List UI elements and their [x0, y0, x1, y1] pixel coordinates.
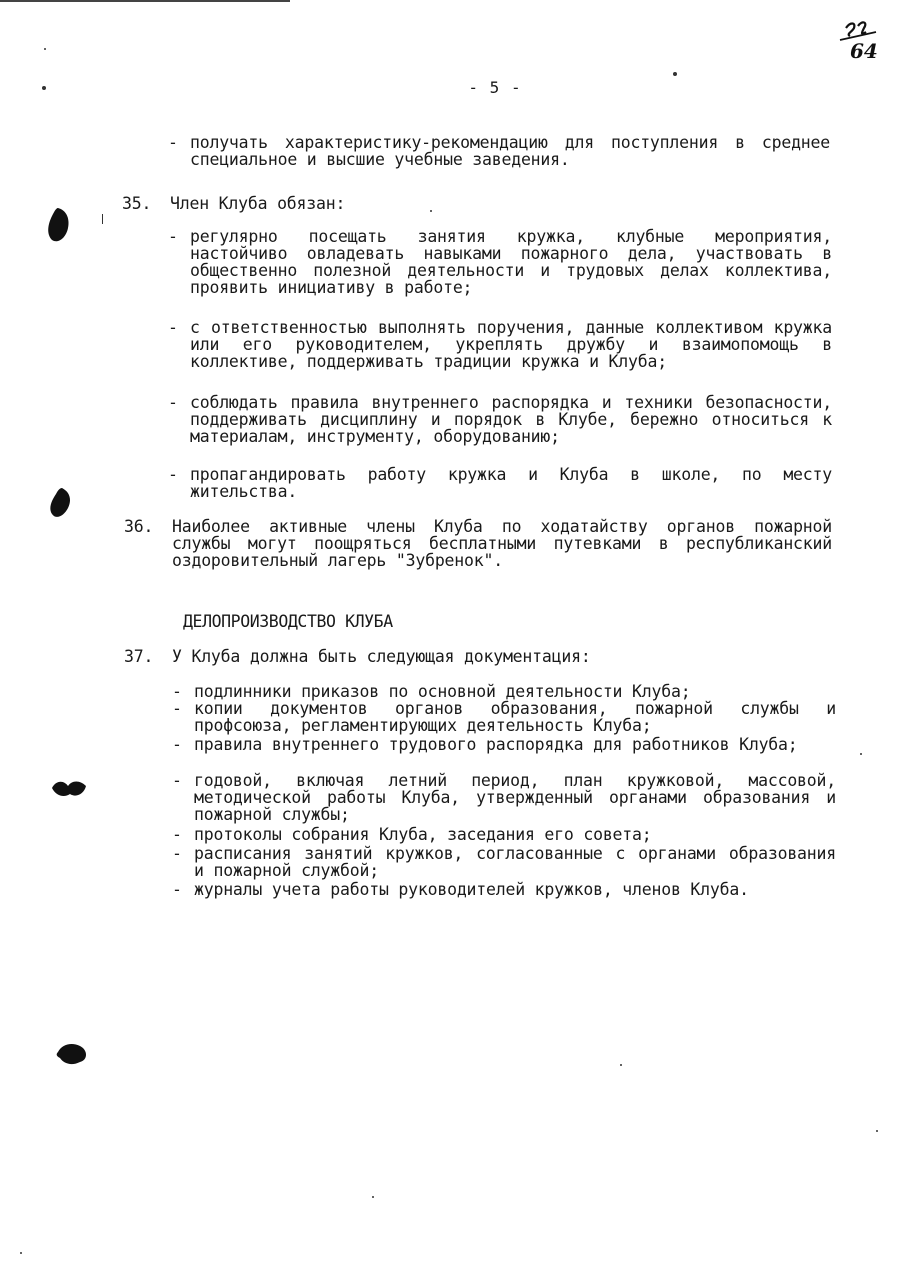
list-dash: - [172, 844, 182, 863]
list-item-text: пропагандировать работу кружка и Клуба в школе, по месту жительства. [190, 465, 832, 501]
clause-37-item-3 [172, 735, 836, 754]
clause-37-item-1 [172, 682, 836, 701]
list-dash: - [172, 880, 182, 899]
section-heading: ДЕЛОПРОИЗВОДСТВО КЛУБА [183, 612, 393, 631]
ink-blot [54, 1040, 90, 1068]
list-dash: - [168, 318, 178, 337]
ink-blot [44, 206, 74, 246]
list-item-text: правила внутреннего трудового распорядка для работников Клуба; [194, 735, 798, 754]
clause-37-item-5 [172, 825, 836, 844]
list-item-text: протоколы собрания Клуба, заседания его совета; [194, 825, 652, 844]
clause-37-item-4 [172, 771, 836, 824]
ink-blot [50, 778, 88, 800]
scan-speck [620, 1064, 622, 1066]
clause-text: Наиболее активные члены Клуба по ходатайству органов пожарной службы могут поощряться бесплатными путевками в республиканский оздоровительный лагерь "Зубренок". [172, 517, 832, 570]
list-dash: - [168, 133, 178, 152]
list-item-text: годовой, включая летний период, план кружковой, массовой, методической работы Клуба, утвержденный органами образования и пожарной службы; [194, 771, 836, 824]
clause-37 [124, 647, 832, 666]
clause-number: 36. [124, 517, 154, 536]
clause-37-item-2 [172, 699, 836, 735]
list-dash: - [168, 227, 178, 246]
list-item-text: расписания занятий кружков, согласованные с органами образования и пожарной службой; [194, 844, 836, 880]
scan-speck [860, 753, 862, 755]
list-item-intro [168, 133, 830, 169]
scan-speck [20, 1252, 22, 1254]
scan-speck [876, 1130, 878, 1132]
scan-speck [430, 210, 432, 212]
clause-35-item-2 [168, 318, 832, 371]
clause-number: 37. [124, 647, 154, 666]
list-dash: - [172, 735, 182, 754]
list-dash: - [172, 699, 182, 718]
list-dash: - [172, 682, 182, 701]
clause-text: У Клуба должна быть следующая документация: [172, 647, 591, 666]
list-item-text: журналы учета работы руководителей кружков, членов Клуба. [194, 880, 749, 899]
clause-37-item-7 [172, 880, 836, 899]
list-item-text: получать характеристику-рекомендацию для поступления в среднее специальное и высшие учебные заведения. [190, 133, 830, 169]
clause-35-item-3 [168, 393, 832, 446]
list-item-text: копии документов органов образования, пожарной службы и профсоюза, регламентирующих деятельность Клуба; [194, 699, 836, 735]
handwritten-folio-number: 64 [850, 39, 878, 63]
scan-speck [372, 1196, 374, 1198]
top-border-line [0, 0, 290, 2]
scan-speck [44, 48, 46, 50]
clause-text: Член Клуба обязан: [170, 194, 346, 213]
list-item-text: с ответственностью выполнять поручения, данные коллективом кружка или его руководителем, укреплять дружбу и взаимопомощь в коллективе, поддерживать традиции кружка и Клуба; [190, 318, 832, 371]
list-dash: - [172, 825, 182, 844]
list-dash: - [168, 465, 178, 484]
scan-speck [42, 86, 46, 90]
clause-36 [124, 517, 832, 570]
clause-37-item-6 [172, 844, 836, 880]
clause-35-item-1 [168, 227, 832, 297]
ink-blot [46, 486, 76, 522]
page-number: - 5 - [468, 78, 522, 97]
list-item-text: соблюдать правила внутреннего распорядка и техники безопасности, поддерживать дисциплину и порядок в Клубе, бережно относиться к материалам, инструменту, оборудованию; [190, 393, 832, 446]
list-dash: - [168, 393, 178, 412]
clause-35-item-4 [168, 465, 832, 501]
list-dash: - [172, 771, 182, 790]
clause-number: 35. [122, 194, 152, 213]
scan-speck [673, 72, 677, 76]
list-item-text: подлинники приказов по основной деятельности Клуба; [194, 682, 691, 701]
handwritten-folio-mark [836, 14, 886, 64]
scan-speck [102, 214, 103, 224]
list-item-text: регулярно посещать занятия кружка, клубные мероприятия, настойчиво овладевать навыками пожарного дела, участвовать в общественно полезной деятельности и трудовых делах коллектива, проявить инициативу в работе; [190, 227, 832, 297]
clause-35 [122, 194, 830, 213]
